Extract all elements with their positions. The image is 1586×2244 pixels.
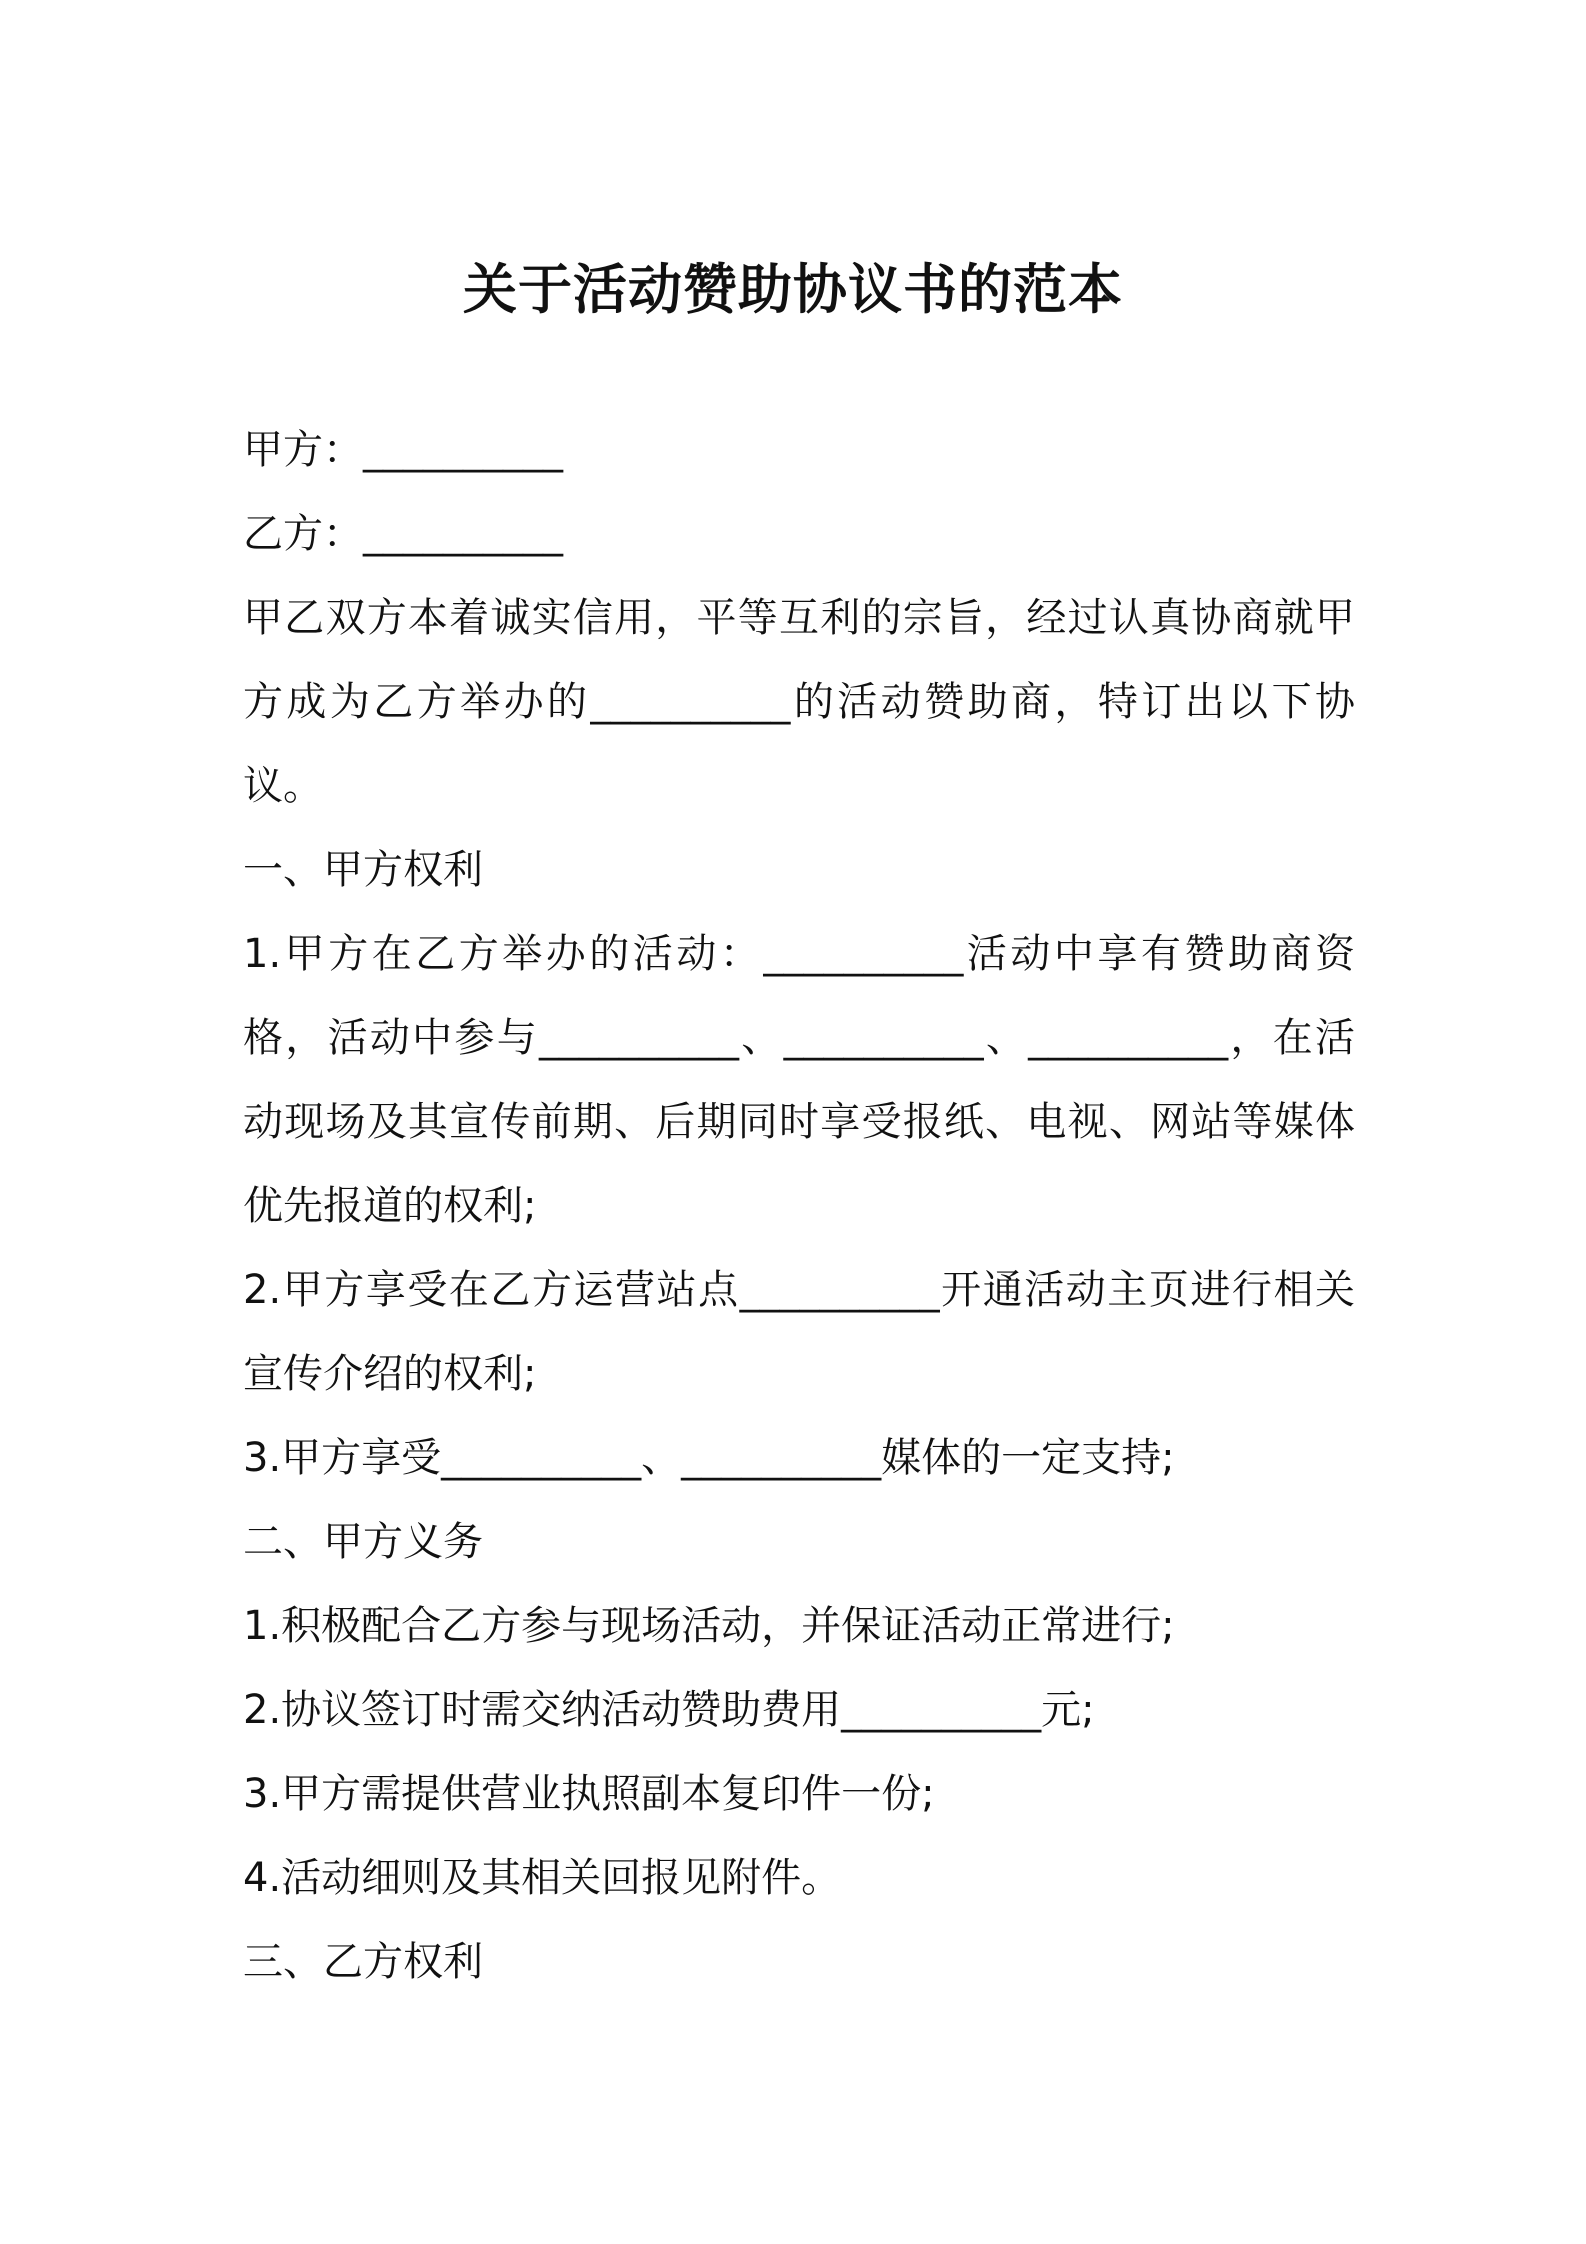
document-body xyxy=(243,408,1355,2004)
document-title: 关于活动赞助协议书的范本 xyxy=(463,258,1123,321)
party-a-rights-item-3: 3.甲方享受__________、__________媒体的一定支持; xyxy=(243,1435,1175,1481)
party-a-obligations-item-1: 1.积极配合乙方参与现场活动，并保证活动正常进行; xyxy=(243,1603,1175,1649)
intro-paragraph: 甲乙双方本着诚实信用，平等互利的宗旨，经过认真协商就甲方成为乙方举办的__________的活动赞助商，特订出以下协议。 xyxy=(243,595,1355,809)
party-a-obligations-item-2: 2.协议签订时需交纳活动赞助费用__________元; xyxy=(243,1687,1095,1733)
party-a-obligations-item-3: 3.甲方需提供营业执照副本复印件一份; xyxy=(243,1771,935,1817)
party-a-line: 甲方：__________ xyxy=(243,427,563,473)
party-a-rights-item-1: 1.甲方在乙方举办的活动：__________活动中享有赞助商资格，活动中参与__________、__________、__________，在活动现场及其宣传前期、后期同时享受报纸、电视、网站等媒体优先报道的权利; xyxy=(243,931,1355,1229)
section-heading-party-b-rights: 三、乙方权利 xyxy=(243,1939,483,1985)
party-a-rights-item-2: 2.甲方享受在乙方运营站点__________开通活动主页进行相关宣传介绍的权利; xyxy=(243,1267,1355,1397)
party-a-obligations-item-4: 4.活动细则及其相关回报见附件。 xyxy=(243,1855,842,1901)
party-b-line: 乙方：__________ xyxy=(243,511,563,557)
section-heading-party-a-rights: 一、甲方权利 xyxy=(243,847,483,893)
section-heading-party-a-obligations: 二、甲方义务 xyxy=(243,1519,483,1565)
